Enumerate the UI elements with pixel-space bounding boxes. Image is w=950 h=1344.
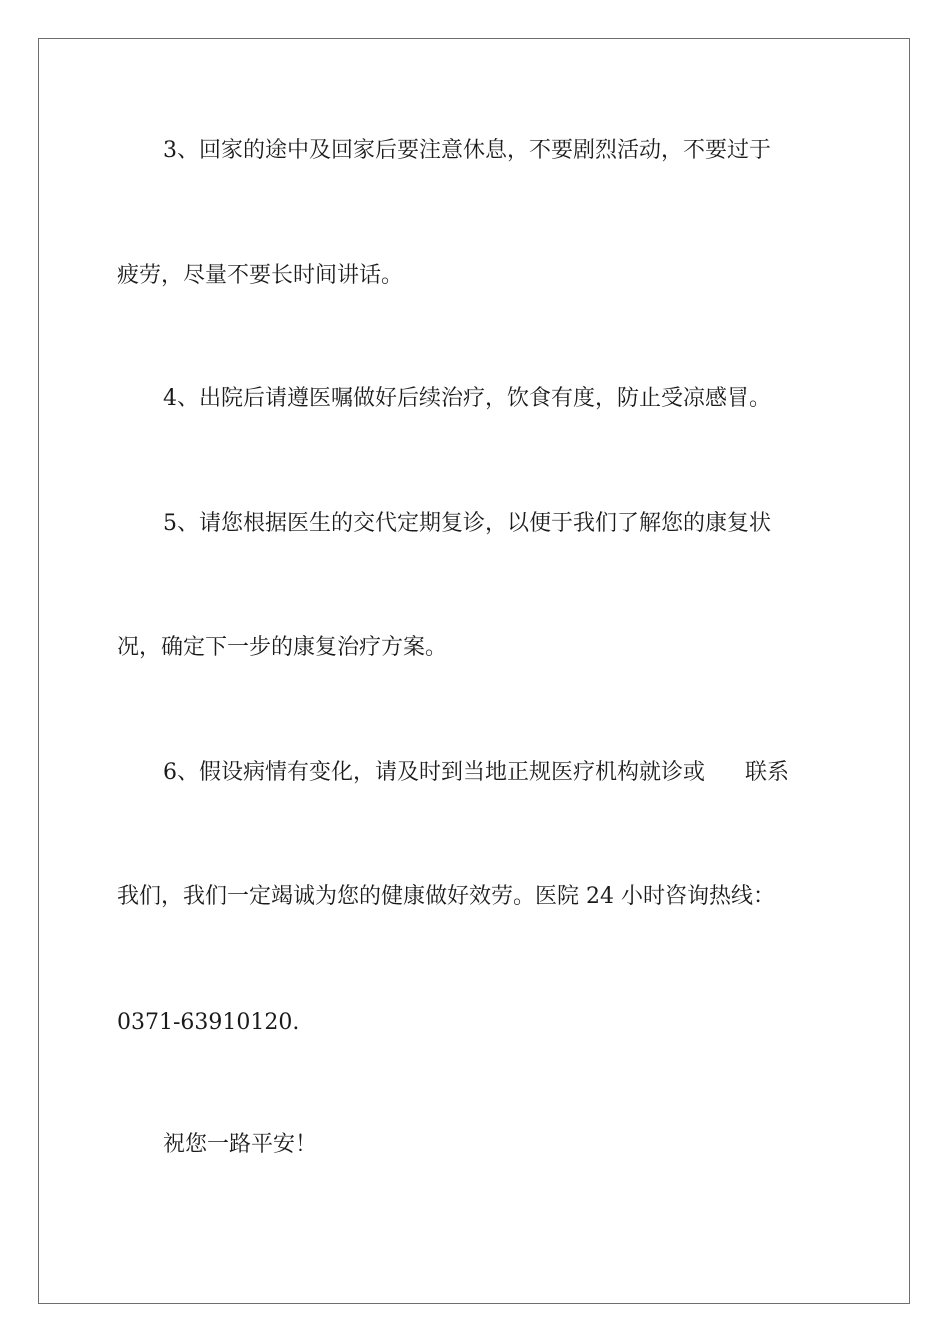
item-3-line-2: 疲劳，尽量不要长时间讲话。 — [117, 263, 404, 288]
item-4-line-1: 4、出院后请遵医嘱做好后续治疗，饮食有度，防止受凉感冒。 — [163, 386, 771, 411]
item-6-text-part-1: 6、假设病情有变化，请及时到当地正规医疗机构就诊或 — [163, 760, 705, 785]
item-6-line-2: 我们，我们一定竭诚为您的健康做好效劳。医院 24 小时咨询热线： — [117, 884, 775, 909]
page-border — [38, 38, 910, 1304]
item-5-line-2: 况，确定下一步的康复治疗方案。 — [117, 635, 448, 660]
item-3-line-1: 3、回家的途中及回家后要注意休息，不要剧烈活动，不要过于 — [163, 138, 771, 163]
item-6-line-1 — [163, 758, 789, 788]
item-5-line-1: 5、请您根据医生的交代定期复诊，以便于我们了解您的康复状 — [163, 511, 771, 536]
closing-greeting: 祝您一路平安！ — [163, 1132, 318, 1157]
item-6-text-part-2: 联系 — [745, 760, 790, 785]
hotline-number: 0371-63910120. — [117, 1010, 300, 1035]
